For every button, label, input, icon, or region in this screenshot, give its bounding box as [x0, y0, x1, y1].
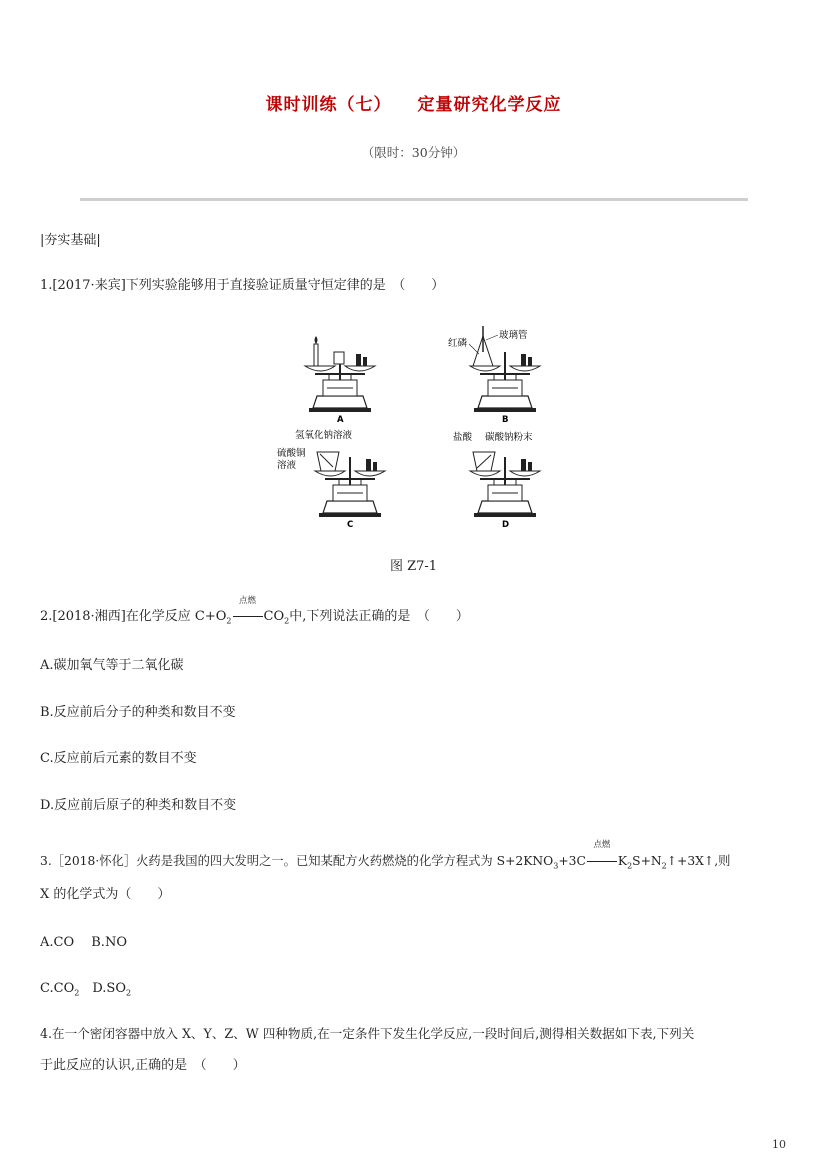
page-title	[0, 90, 827, 115]
q2-option-c: C.反应前后元素的数目不变	[40, 751, 197, 766]
hcl-label: 盐酸	[453, 432, 473, 443]
balance-b	[448, 326, 540, 425]
reaction-arrow: 点燃	[586, 852, 618, 870]
q2-option-b: B.反应前后分子的种类和数目不变	[40, 705, 236, 720]
reaction-arrow: 点燃	[232, 608, 264, 626]
label-b: B	[502, 415, 509, 425]
question-3-line-2: X 的化学式为（ ）	[40, 887, 171, 902]
q3-options-ab: A.CO B.NO	[40, 935, 127, 950]
time-limit: （限时：30分钟）	[361, 145, 466, 160]
red-phosphorus-label: 红磷	[448, 338, 468, 349]
cuso4-label-1: 硫酸铜	[277, 448, 306, 459]
glass-tube-label: 玻璃管	[499, 330, 528, 341]
question-2: 2.[2018·湘西]在化学反应 $C+O_2$ 点燃 $CO_2$中,下列说法正确的是 （ ）	[40, 596, 469, 626]
question-1: 1.[2017·来宾]下列实验能够用于直接验证质量守恒定律的是 （ ）	[40, 278, 445, 293]
naoh-label: 氢氧化钠溶液	[295, 430, 353, 441]
balance-a	[305, 336, 375, 425]
title-right: 定量研究化学反应	[417, 95, 562, 115]
na2co3-label: 碳酸钠粉末	[485, 432, 533, 443]
section-label: |夯实基础|	[40, 233, 101, 248]
cuso4-label-2: 溶液	[277, 460, 297, 471]
balance-c	[277, 429, 385, 530]
label-d: D	[502, 520, 510, 530]
label-a: A	[337, 415, 344, 425]
page-number: 10	[772, 1138, 786, 1151]
question-3: 3.［2018·怀化］火药是我国的四大发明之一。已知某配方火药燃烧的化学方程式为 $S+2KNO_3+3C$ 点燃 $K_2S+N_2↑+3X↑$,则	[40, 840, 731, 871]
question-4-line-2: 于此反应的认识,正确的是 （ ）	[40, 1058, 246, 1073]
question-4: 4.在一个密闭容器中放入 X、Y、Z、W 四种物质,在一定条件下发生化学反应,一段时间后,测得相关数据如下表,下列关	[40, 1026, 695, 1041]
title-left: 课时训练（七）	[265, 95, 392, 115]
label-c: C	[347, 520, 354, 530]
balance-figure	[277, 322, 555, 530]
q3-options-cd: $C.CO_2$ $D.SO_2$	[40, 981, 132, 998]
q2-option-d: D.反应前后原子的种类和数目不变	[40, 798, 237, 813]
q2-option-a: A.碳加氧气等于二氧化碳	[40, 658, 184, 673]
balance-d	[453, 431, 540, 530]
divider	[80, 198, 748, 201]
figure-caption: 图 Z7-1	[389, 559, 438, 574]
